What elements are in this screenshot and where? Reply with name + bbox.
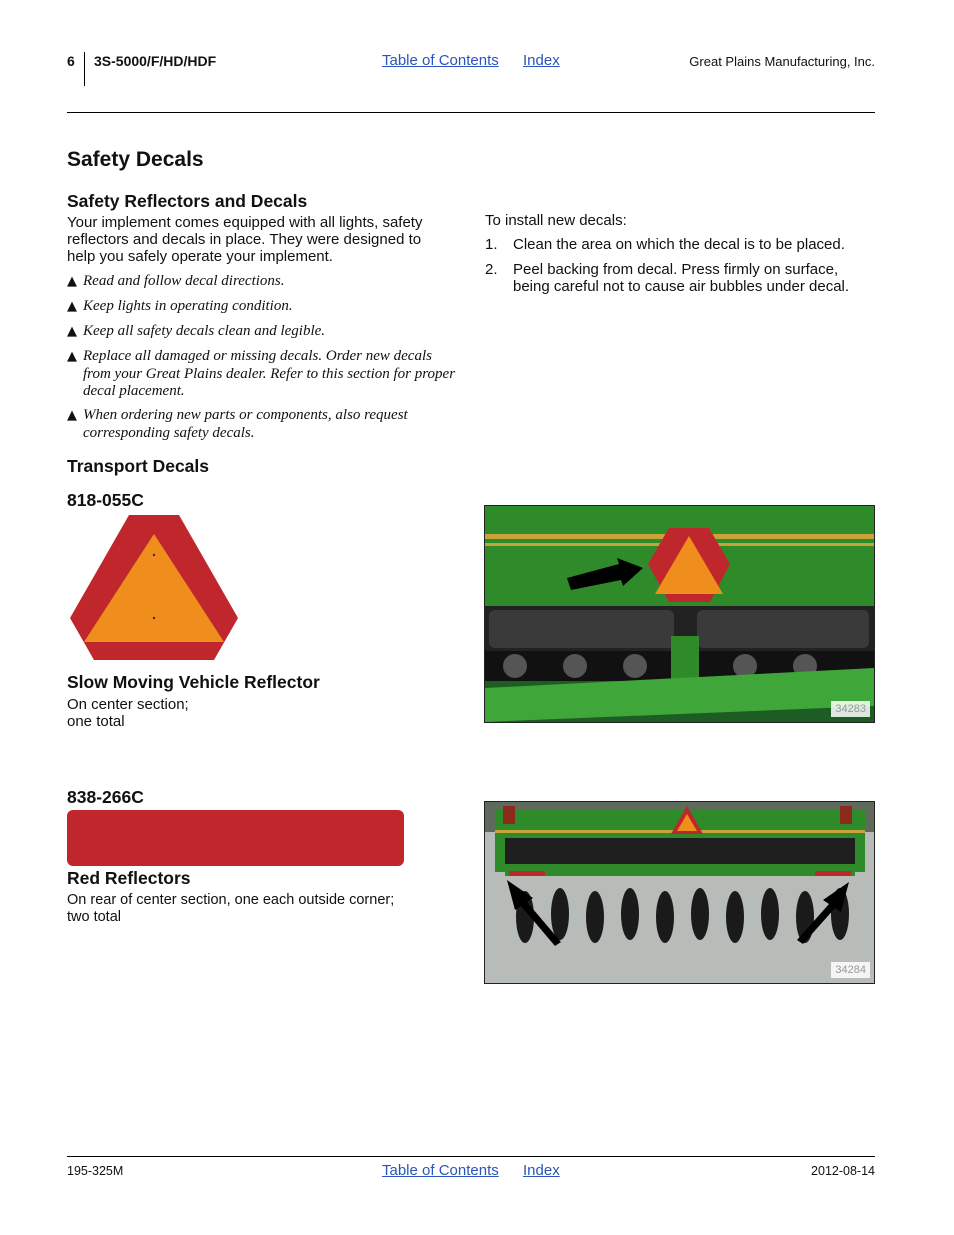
warning-triangle-icon: ▲: [67, 408, 77, 423]
footer-rule: [67, 1156, 875, 1157]
decal-name-smv: Slow Moving Vehicle Reflector: [67, 672, 320, 692]
warning-triangle-icon: ▲: [67, 274, 77, 289]
header-divider: [84, 52, 85, 86]
section-heading-transport: Transport Decals: [67, 456, 209, 476]
install-intro: To install new decals:: [485, 212, 627, 229]
section-heading-reflectors: Safety Reflectors and Decals: [67, 191, 308, 211]
footer-date: 2012-08-14: [811, 1164, 875, 1178]
part-number-838-266c: 838-266C: [67, 787, 144, 807]
install-step: 2. Peel backing from decal. Press firmly on surface, being careful not to cause air bubbles under decal.: [485, 261, 850, 295]
warning-triangle-icon: ▲: [67, 299, 77, 314]
footer-index-link[interactable]: Index: [523, 1162, 560, 1179]
photo-id-label: 34283: [831, 701, 870, 717]
part-number-818-055c: 818-055C: [67, 490, 144, 510]
header-toc-link[interactable]: Table of Contents: [382, 52, 499, 69]
warning-item: ▲ Keep all safety decals clean and legible.: [67, 323, 326, 339]
smv-reflector-decal: [69, 514, 239, 662]
footer-toc-link[interactable]: Table of Contents: [382, 1162, 499, 1179]
page-title: Safety Decals: [67, 148, 204, 171]
warning-item: ▲ Keep lights in operating condition.: [67, 298, 293, 314]
company-name: Great Plains Manufacturing, Inc.: [689, 54, 875, 69]
reflectors-intro: Your implement comes equipped with all lights, safety reflectors and decals in place. They were designed to help you safely operate your implement.: [67, 214, 423, 265]
warning-item: ▲ Replace all damaged or missing decals. Order new decals from your Great Plains dealer. Refer to this section for proper decal placement.: [67, 348, 456, 399]
header-index-link[interactable]: Index: [523, 52, 560, 69]
page-number: 6: [67, 53, 75, 69]
install-step: 1. Clean the area on which the decal is to be placed.: [485, 236, 845, 253]
warning-triangle-icon: ▲: [67, 349, 77, 364]
warning-item: ▲ Read and follow decal directions.: [67, 273, 285, 289]
warning-item: ▲ When ordering new parts or components, also request corresponding safety decals.: [67, 407, 408, 441]
header-rule: [67, 112, 875, 113]
photo-red-reflectors-location: [484, 801, 875, 984]
decal-description-smv: On center section; one total: [67, 696, 189, 730]
red-reflector-decal: [67, 810, 404, 866]
decal-description-red-reflectors: On rear of center section, one each outside corner; two total: [67, 892, 395, 925]
model-number: 3S-5000/F/HD/HDF: [94, 53, 217, 69]
implement-rear-illustration: [485, 802, 874, 983]
implement-rear-illustration: [485, 506, 874, 722]
warning-triangle-icon: ▲: [67, 324, 77, 339]
photo-id-label: 34284: [831, 962, 870, 978]
doc-number: 195-325M: [67, 1164, 124, 1178]
photo-smv-location: [484, 505, 875, 723]
decal-name-red-reflectors: Red Reflectors: [67, 868, 191, 888]
